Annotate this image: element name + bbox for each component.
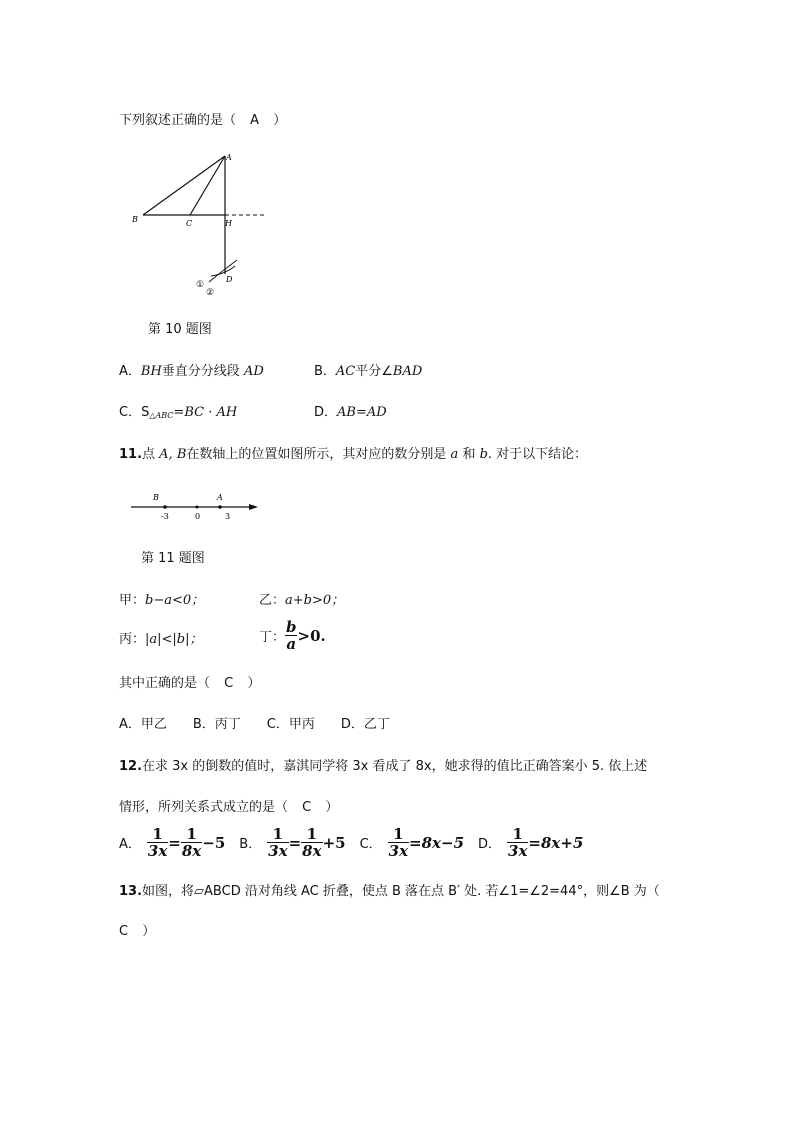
svg-text:-3: -3: [161, 512, 169, 521]
q13-answer-line: C ）: [119, 924, 156, 939]
q10-option-c: C．$S_{\triangle ABC}=BC$ · AH: [119, 405, 238, 420]
q12-option-a: A． $\frac{1}{3x}$ = $\frac{1}{8x}$ −5: [119, 825, 226, 860]
q11-options: A．甲乙 B．丙丁 C．甲丙 D．乙丁: [119, 717, 390, 732]
svg-text:A: A: [217, 493, 223, 502]
q12-stem-line1: 12.在求 3x 的倒数的值时，嘉淇同学将 3x 看成了 8x，她求得的值比正确答案小 5. 依上述: [119, 759, 648, 774]
q11-figure-caption: 第 11 题图: [141, 551, 205, 566]
svg-text:C: C: [186, 219, 193, 228]
svg-text:①: ①: [196, 280, 205, 290]
q11-answer: C: [224, 676, 234, 691]
q10-option-b: B．AC平分∠BAD: [314, 364, 423, 379]
q12-option-b: B． $\frac{1}{3x}$ = $\frac{1}{8x}$ +5: [239, 825, 346, 860]
q13-answer: C: [119, 924, 129, 939]
q11-conclusion-bing: 丙：|a|<|b|；: [119, 632, 203, 647]
svg-text:A: A: [226, 153, 232, 162]
q12-options: [119, 826, 597, 859]
q10-figure: [125, 148, 275, 298]
svg-text:B: B: [153, 493, 159, 502]
q11-question: 其中正确的是（ C ）: [119, 676, 261, 691]
q10-option-d: D．AB=AD: [314, 405, 387, 420]
q13-stem: 13.如图，将▱ABCD 沿对角线 AC 折叠，使点 B 落在点 B′ 处. 若∠1=∠2=44°，则∠B 为（: [119, 884, 660, 899]
q12-answer: C: [302, 800, 312, 815]
svg-text:②: ②: [206, 288, 215, 298]
q10-answer: A: [250, 113, 260, 128]
svg-text:D: D: [226, 275, 233, 284]
svg-text:3: 3: [225, 512, 231, 521]
q12-stem-line2: 情形，所列关系式成立的是（ C ）: [119, 800, 339, 815]
q11-number-line: [125, 490, 265, 526]
svg-text:B: B: [132, 215, 138, 224]
q10-stem: 下列叙述正确的是（ A ）: [119, 113, 287, 128]
q11-conclusion-jia: 甲：b−a<0；: [119, 593, 205, 608]
q11-conclusion-yi: 乙：a+b>0；: [259, 593, 345, 608]
q11-conclusion-ding: 丁： $\frac{b}{a}$ >0.: [259, 618, 326, 653]
q12-option-c: C． $\frac{1}{3x}$ = 8x−5: [359, 825, 465, 860]
q10-figure-caption: 第 10 题图: [148, 322, 212, 337]
q12-option-d: D． $\frac{1}{3x}$ = 8x+5: [478, 825, 584, 860]
q11-stem: 11.点 A, B在数轴上的位置如图所示，其对应的数分别是 a 和 b. 对于以下结论：: [119, 447, 588, 462]
svg-text:0: 0: [195, 512, 201, 521]
q10-option-a: A．BH垂直分分线段 AD: [119, 364, 264, 379]
svg-text:H: H: [225, 219, 232, 228]
